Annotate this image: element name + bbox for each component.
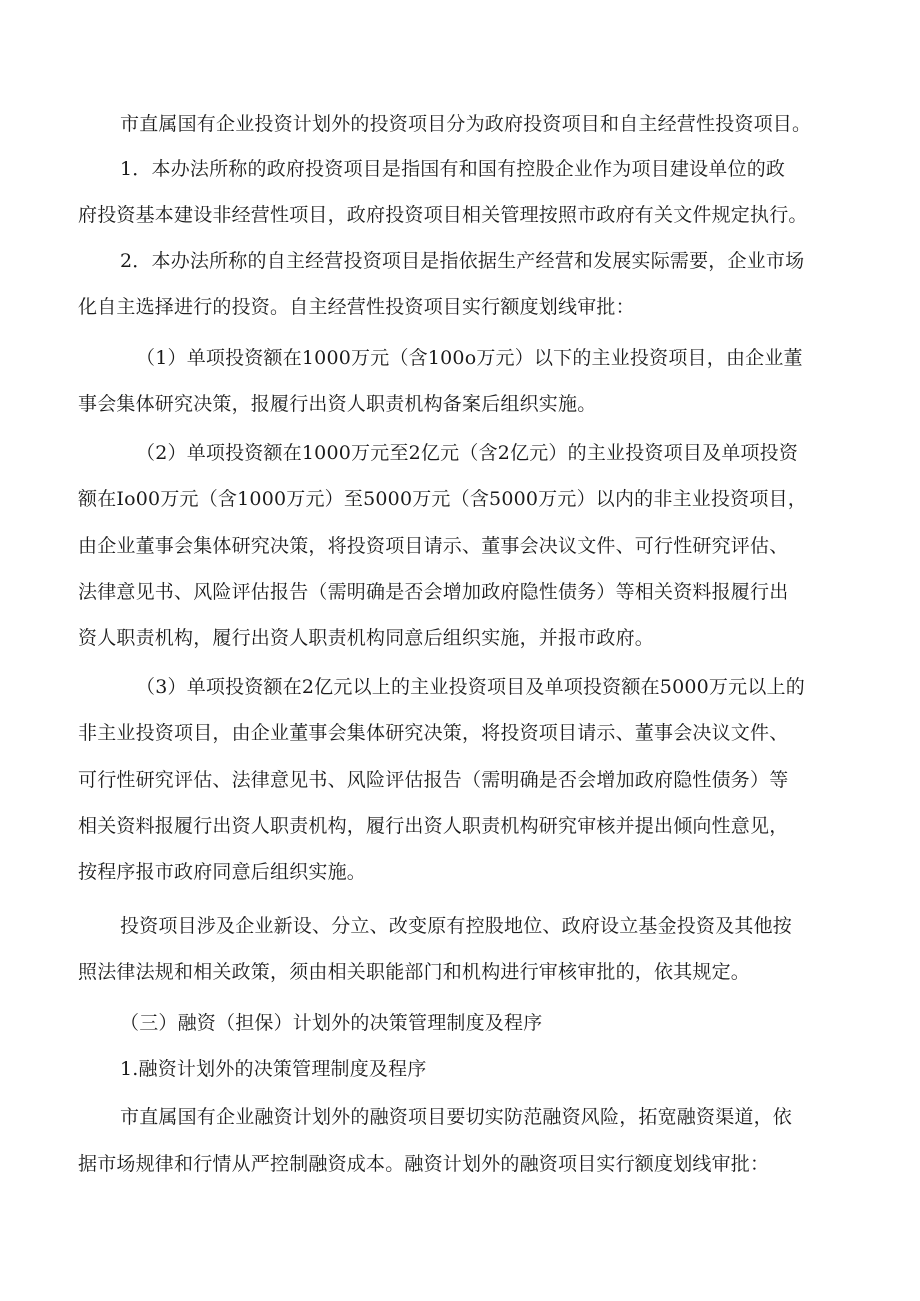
paragraph-government-investment-line-1: 1．本办法所称的政府投资项目是指国有和国有控股企业作为项目建设单位的政 <box>120 158 786 180</box>
item-1-line-2: 事会集体研究决策，报履行出资人职责机构备案后组织实施。 <box>78 393 597 415</box>
paragraph-special-approval-line-2: 照法律法规和相关政策，须由相关职能部门和机构进行审核审批的，依其规定。 <box>78 961 751 983</box>
item-1-line-1: （1）单项投资额在1000万元（含100o万元）以下的主业投资项目，由企业董 <box>136 347 803 369</box>
item-3-line-2: 非主业投资项目，由企业董事会集体研究决策，将投资项目请示、董事会决议文件、 <box>78 722 789 744</box>
paragraph-financing-line-1: 市直属国有企业融资计划外的融资项目要切实防范融资风险，拓宽融资渠道，依 <box>120 1106 793 1128</box>
item-3-line-1: （3）单项投资额在2亿元以上的主业投资项目及单项投资额在5000万元以上的 <box>136 676 805 698</box>
section-heading-financing: （三）融资（担保）计划外的决策管理制度及程序 <box>120 1012 543 1034</box>
paragraph-special-approval-line-1: 投资项目涉及企业新设、分立、改变原有控股地位、政府设立基金投资及其他按 <box>120 915 793 937</box>
paragraph-investment-intro: 市直属国有企业投资计划外的投资项目分为政府投资项目和自主经营性投资项目。 <box>120 113 812 135</box>
subsection-heading-financing-procedure: 1.融资计划外的决策管理制度及程序 <box>120 1058 427 1080</box>
item-2-line-3: 由企业董事会集体研究决策，将投资项目请示、董事会决议文件、可行性研究评估、 <box>78 535 789 557</box>
item-2-line-5: 资人职责机构，履行出资人职责机构同意后组织实施，并报市政府。 <box>78 627 655 649</box>
item-2-line-1: （2）单项投资额在1000万元至2亿元（含2亿元）的主业投资项目及单项投资 <box>136 442 799 464</box>
paragraph-self-operated-line-1: 2．本办法所称的自主经营投资项目是指依据生产经营和发展实际需要，企业市场 <box>120 250 805 272</box>
paragraph-self-operated-line-2: 化自主选择进行的投资。自主经营性投资项目实行额度划线审批： <box>78 296 635 318</box>
paragraph-government-investment-line-2: 府投资基本建设非经营性项目，政府投资项目相关管理按照市政府有关文件规定执行。 <box>78 204 808 226</box>
paragraph-financing-line-2: 据市场规律和行情从严控制融资成本。融资计划外的融资项目实行额度划线审批： <box>78 1153 770 1175</box>
item-2-line-2: 额在Io00万元（含1000万元）至5000万元（含5000万元）以内的非主业投资项目， <box>78 488 807 510</box>
item-2-line-4: 法律意见书、风险评估报告（需明确是否会增加政府隐性债务）等相关资料报履行出 <box>78 581 789 603</box>
item-3-line-4: 相关资料报履行出资人职责机构，履行出资人职责机构研究审核并提出倾向性意见， <box>78 815 789 837</box>
item-3-line-3: 可行性研究评估、法律意见书、风险评估报告（需明确是否会增加政府隐性债务）等 <box>78 769 789 791</box>
item-3-line-5: 按程序报市政府同意后组织实施。 <box>78 861 367 883</box>
